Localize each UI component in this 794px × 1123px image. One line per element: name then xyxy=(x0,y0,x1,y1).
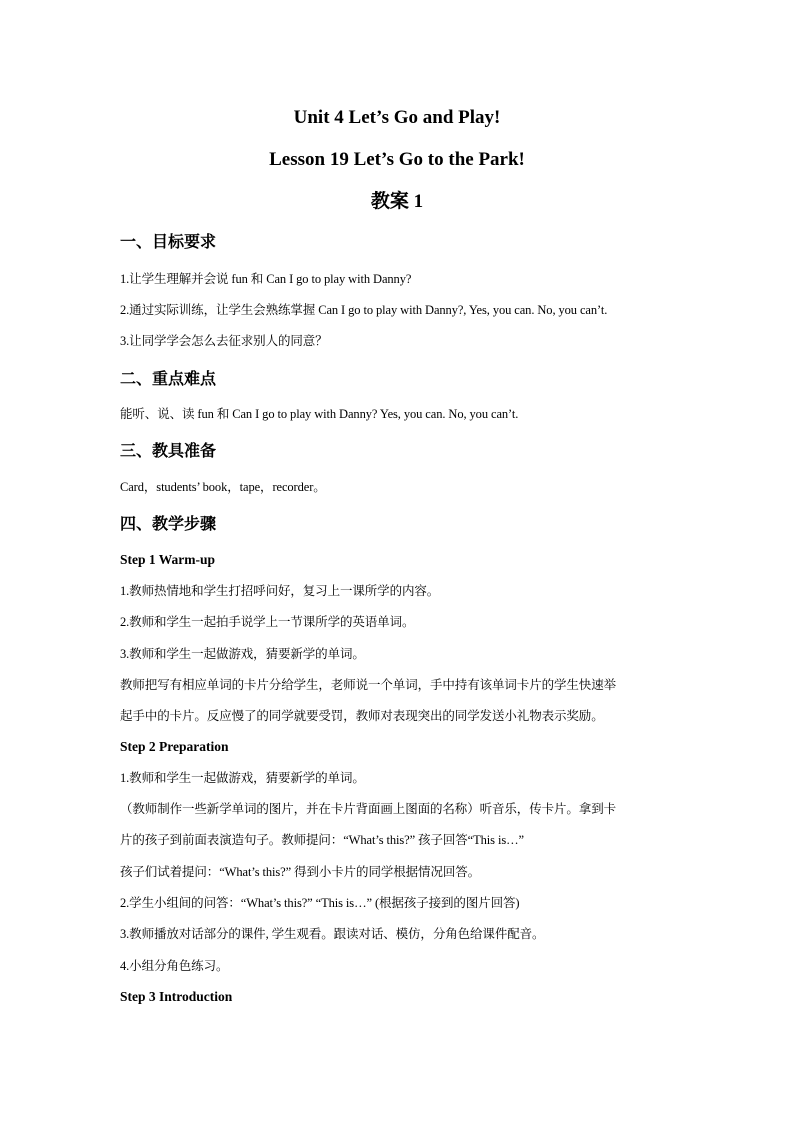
step-1-line-4: 教师把写有相应单词的卡片分给学生，老师说一个单词，手中持有该单词卡片的学生快速举 xyxy=(120,678,617,692)
goal-line-3: 3.让同学学会怎么去征求别人的同意？ xyxy=(120,334,328,348)
step-2-line-3: 片的孩子到前面表演造句子。教师提问：“What’s this?” 孩子回答“This is…” xyxy=(120,833,524,847)
materials-line-1: Card，students’ book，tape，recorder。 xyxy=(120,480,326,494)
step-2-line-2: （教师制作一些新学单词的图片，并在卡片背面画上图面的名称）听音乐，传卡片。拿到卡 xyxy=(120,802,617,816)
section-heading-procedure: 四、教学步骤 xyxy=(120,514,217,533)
section-heading-key-points: 二、重点难点 xyxy=(120,369,217,388)
step-2-line-4: 孩子们试着提问：“What’s this?” 得到小卡片的同学根据情况回答。 xyxy=(120,865,481,879)
step-1-line-1: 1.教师热情地和学生打招呼问好，复习上一课所学的内容。 xyxy=(120,584,440,598)
section-heading-goals: 一、目标要求 xyxy=(120,232,217,251)
step-2-line-1: 1.教师和学生一起做游戏，猜要新学的单词。 xyxy=(120,771,365,785)
step-2-line-5: 2.学生小组间的问答：“What’s this?” “This is…” (根据孩子接到的图片回答) xyxy=(120,896,520,910)
goal-line-2: 2.通过实际训练，让学生会熟练掌握 Can I go to play with Danny?, Yes, you can. No, you can’t. xyxy=(120,303,608,317)
step-1-line-3: 3.教师和学生一起做游戏，猜要新学的单词。 xyxy=(120,647,365,661)
step-2-line-7: 4.小组分角色练习。 xyxy=(120,959,229,973)
key-points-line-1: 能听、说、读 fun 和 Can I go to play with Danny? Yes, you can. No, you can’t. xyxy=(120,407,519,421)
step-1-line-5: 起手中的卡片。反应慢了的同学就要受罚，教师对表现突出的同学发送小礼物表示奖励。 xyxy=(120,709,604,723)
step-1-line-2: 2.教师和学生一起拍手说学上一节课所学的英语单词。 xyxy=(120,615,415,629)
lesson-title: Lesson 19 Let’s Go to the Park! xyxy=(269,149,525,170)
unit-title: Unit 4 Let’s Go and Play! xyxy=(293,107,501,128)
step-2-title: Step 2 Preparation xyxy=(120,739,229,754)
step-3-title: Step 3 Introduction xyxy=(120,989,233,1004)
section-heading-materials: 三、教具准备 xyxy=(120,441,217,460)
plan-title: 教案 1 xyxy=(370,191,424,212)
step-1-title: Step 1 Warm-up xyxy=(120,552,216,567)
step-2-line-6: 3.教师播放对话部分的课件, 学生观看。跟读对话、模仿，分角色给课件配音。 xyxy=(120,927,545,941)
goal-line-1: 1.让学生理解并会说 fun 和 Can I go to play with Danny? xyxy=(120,272,412,286)
